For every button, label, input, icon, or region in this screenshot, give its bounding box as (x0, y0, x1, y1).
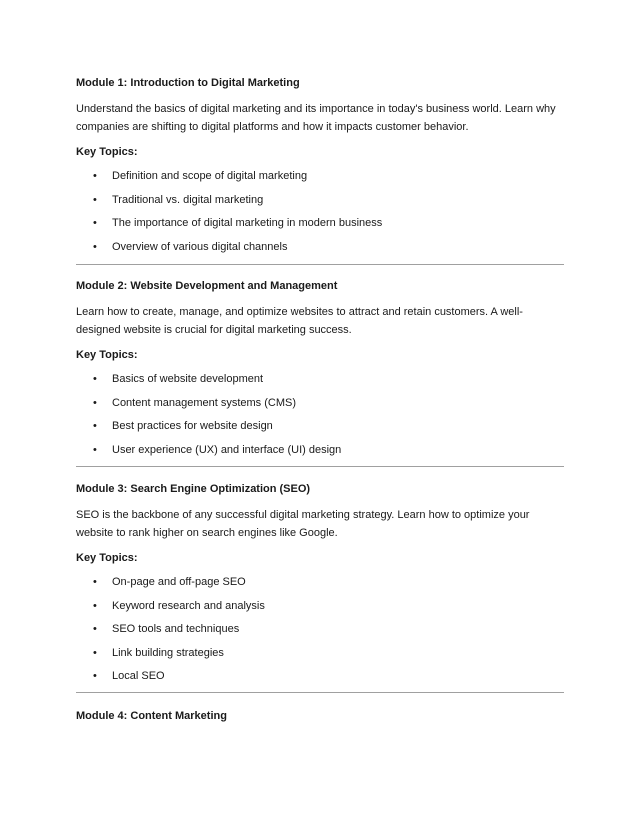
section-divider (76, 264, 564, 265)
topic-text: Best practices for website design (112, 420, 273, 432)
section-divider (76, 692, 564, 693)
list-item (76, 169, 564, 183)
module-2-key-topics-label: Key Topics: (76, 349, 138, 361)
module-3-title: Module 3: Search Engine Optimization (SEO) (76, 483, 311, 495)
list-item (76, 443, 564, 457)
module-1-topic-list (76, 169, 564, 254)
module-2-topic-list (76, 372, 564, 457)
module-3-description: SEO is the backbone of any successful digital marketing strategy. Learn how to optimize your website to rank higher on search engines like Google. (76, 509, 530, 539)
list-item (76, 575, 564, 589)
bullet-icon: • (93, 373, 97, 385)
topic-text: Keyword research and analysis (112, 599, 265, 612)
topic-text: Traditional vs. digital marketing (112, 193, 264, 206)
module-4-title: Module 4: Content Marketing (76, 710, 227, 722)
topic-text: On-page and off-page SEO (112, 576, 246, 588)
section-divider (76, 466, 564, 467)
module-2-title: Module 2: Website Development and Management (76, 280, 338, 292)
bullet-icon: • (93, 623, 97, 635)
topic-text: The importance of digital marketing in modern business (112, 217, 383, 229)
topic-text: Basics of website development (112, 373, 264, 385)
bullet-icon: • (93, 170, 97, 182)
list-item (76, 622, 564, 636)
topic-text: Link building strategies (112, 646, 224, 659)
module-1-title: Module 1: Introduction to Digital Marketing (76, 77, 300, 89)
list-item (76, 240, 564, 254)
module-4 (76, 709, 564, 723)
topic-text: User experience (UX) and interface (UI) design (112, 443, 342, 456)
module-1-key-topics-label: Key Topics: (76, 146, 138, 158)
topic-text: Local SEO (112, 670, 165, 682)
list-item (76, 419, 564, 433)
bullet-icon: • (93, 396, 97, 409)
module-2-description: Learn how to create, manage, and optimize websites to attract and retain customers. A well-designed website is crucial for digital marketing success. (76, 306, 523, 336)
bullet-icon: • (93, 217, 97, 229)
bullet-icon: • (93, 420, 97, 432)
topic-text: Definition and scope of digital marketing (112, 170, 308, 182)
module-1 (76, 76, 564, 254)
module-1-description: Understand the basics of digital marketing and its importance in today's business world. Learn why companies are shifting to digital platforms and how it impacts customer behavior. (76, 103, 556, 133)
module-3 (76, 482, 564, 683)
list-item (76, 646, 564, 660)
topic-text: Overview of various digital channels (112, 240, 288, 253)
bullet-icon: • (93, 576, 97, 588)
list-item (76, 396, 564, 410)
list-item (76, 669, 564, 683)
module-3-key-topics-label: Key Topics: (76, 552, 138, 564)
topic-text: SEO tools and techniques (112, 623, 240, 635)
bullet-icon: • (93, 240, 97, 253)
bullet-icon: • (93, 646, 97, 659)
bullet-icon: • (93, 443, 97, 456)
module-2 (76, 279, 564, 457)
bullet-icon: • (93, 670, 97, 682)
bullet-icon: • (93, 599, 97, 612)
list-item (76, 216, 564, 230)
topic-text: Content management systems (CMS) (112, 396, 297, 409)
bullet-icon: • (93, 193, 97, 206)
list-item (76, 372, 564, 386)
module-3-topic-list (76, 575, 564, 683)
list-item (76, 599, 564, 613)
list-item (76, 193, 564, 207)
